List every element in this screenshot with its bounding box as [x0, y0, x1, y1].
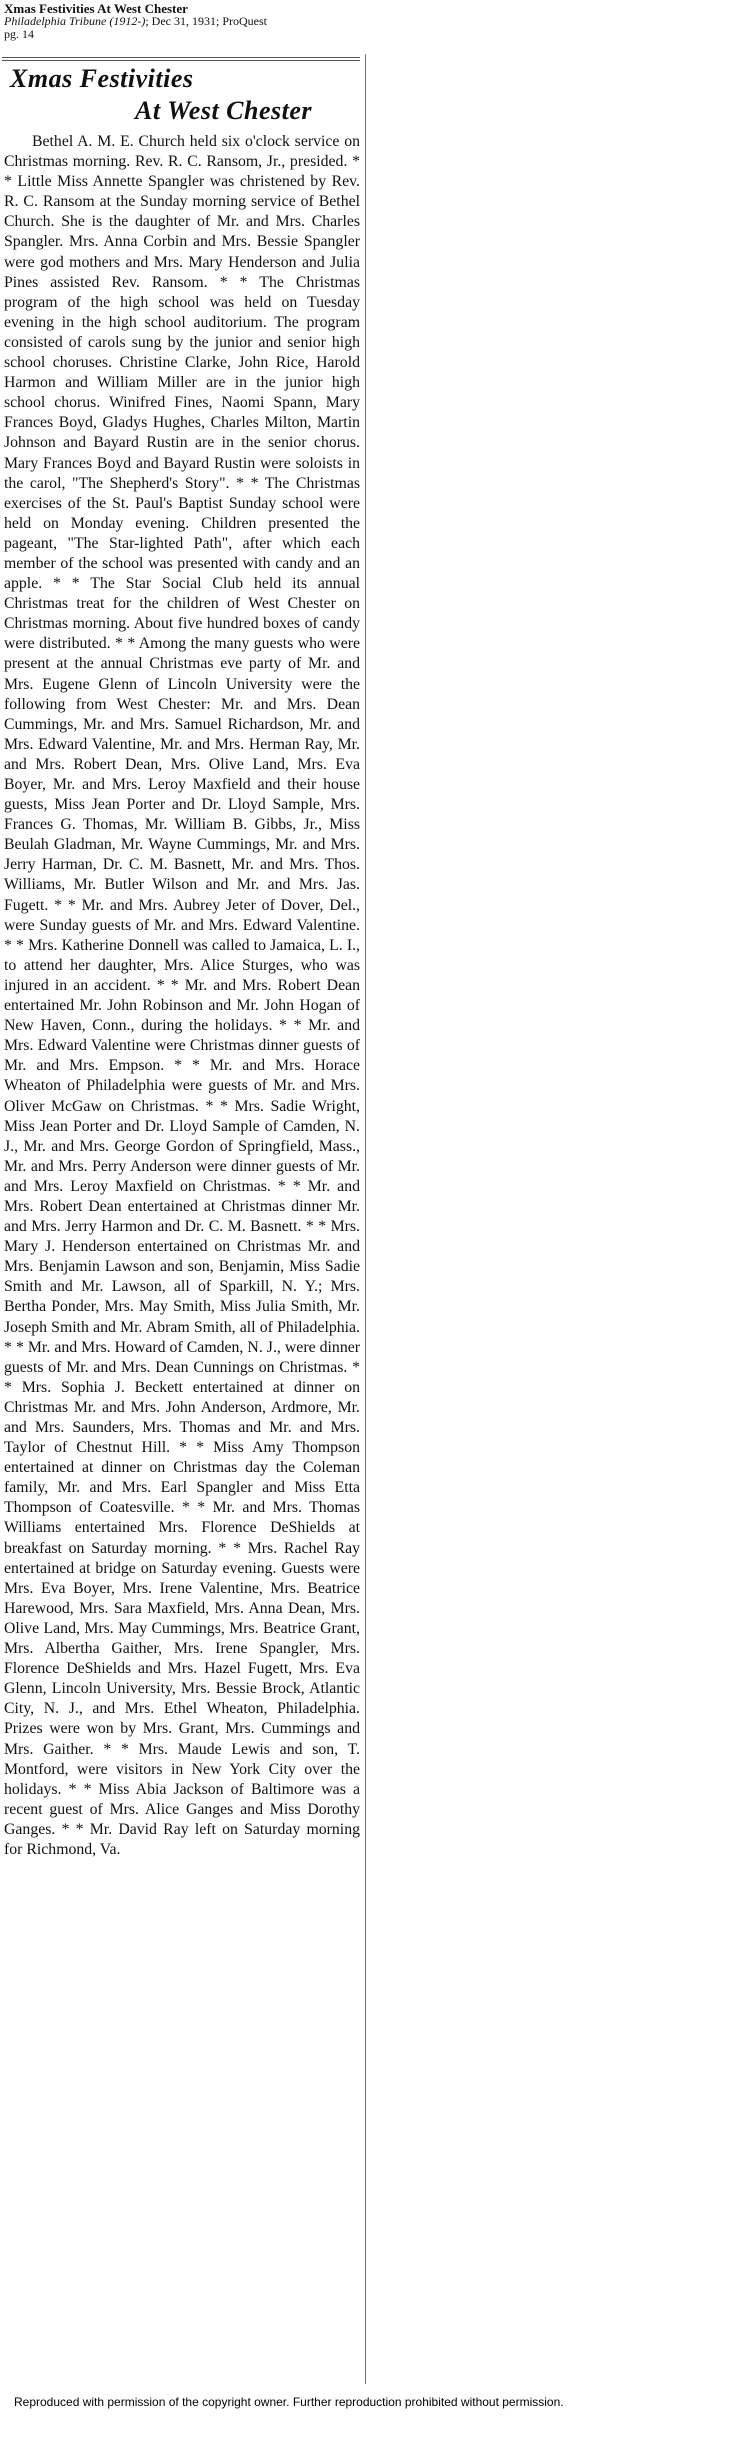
headline-line-2: At West Chester: [135, 96, 313, 125]
citation-details: ; Dec 31, 1931; ProQuest: [145, 14, 267, 28]
top-rule-inner: [2, 60, 360, 61]
citation-source-line: [4, 15, 424, 28]
citation-title: Xmas Festivities At West Chester: [4, 1, 188, 16]
top-rule: [2, 57, 360, 58]
citation-page: pg. 14: [4, 27, 34, 41]
citation-source: Philadelphia Tribune (1912-): [4, 14, 146, 28]
citation-block: [4, 2, 424, 41]
copyright-notice: Reproduced with permission of the copyright owner. Further reproduction prohibited without permission.: [14, 2395, 564, 2409]
headline-line-1: Xmas Festivities: [10, 64, 194, 93]
article-body: Bethel A. M. E. Church held six o'clock service on Christmas morning. Rev. R. C. Ransom, Jr., presided. * * Little Miss Annette Spangler was christened by Rev. R. C. Ransom at the Sunday morning service of Bethel Church. She is the daughter of Mr. and Mrs. Charles Spangler. Mrs. Anna Corbin and Mrs. Bessie Spangler were god mothers and Mrs. Mary Henderson and Julia Pines assisted Rev. Ransom. * * The Christmas program of the high school was held on Tuesday evening in the high school auditorium. The program consisted of carols sung by the junior and senior high school choruses. Christine Clarke, John Rice, Harold Harmon and William Miller are in the junior high school chorus. Winifred Fines, Naomi Spann, Mary Frances Boyd, Gladys Hughes, Charles Milton, Martin Johnson and Bayard Rustin are in the senior chorus. Mary Frances Boyd and Bayard Rustin were soloists in the carol, "The Shepherd's Story". * * The Christmas exercises of the St. Paul's Baptist Sunday school were held on Monday evening. Children presented the pageant, "The Star-lighted Path", after which each member of the school was presented with candy and an apple. * * The Star Social Club held its annual Christmas treat for the children of West Chester on Christmas morning. About five hundred boxes of candy were distributed. * * Among the many guests who were present at the annual Christmas eve party of Mr. and Mrs. Eugene Glenn of Lincoln University were the following from West Chester: Mr. and Mrs. Dean Cummings, Mr. and Mrs. Samuel Richardson, Mr. and Mrs. Edward Valentine, Mr. and Mrs. Herman Ray, Mr. and Mrs. Robert Dean, Mrs. Olive Land, Mrs. Eva Boyer, Mr. and Mrs. Leroy Maxfield and their house guests, Miss Jean Porter and Dr. Lloyd Sample, Mrs. Frances G. Thomas, Mr. William B. Gibbs, Jr., Miss Beulah Gladman, Mr. Wayne Cummings, Mr. and Mrs. Jerry Harman, Dr. C. M. Basnett, Mr. and Mrs. Thos. Williams, Mr. Butler Wilson and Mr. and Mrs. Jas. Fugett. * * Mr. and Mrs. Aubrey Jeter of Dover, Del., were Sunday guests of Mr. and Mrs. Edward Valentine. * * Mrs. Katherine Donnell was called to Jamaica, L. I., to attend her daughter, Mrs. Alice Sturges, who was injured in an accident. * * Mr. and Mrs. Robert Dean entertained Mr. John Robinson and Mr. John Hogan of New Haven, Conn., during the holidays. * * Mr. and Mrs. Edward Valentine were Christmas dinner guests of Mr. and Mrs. Empson. * * Mr. and Mrs. Horace Wheaton of Philadelphia were guests of Mr. and Mrs. Oliver McGaw on Christmas. * * Mrs. Sadie Wright, Miss Jean Porter and Dr. Lloyd Sample of Camden, N. J., Mr. and Mrs. George Gordon of Springfield, Mass., Mr. and Mrs. Perry Anderson were dinner guests of Mr. and Mrs. Leroy Maxfield on Christmas. * * Mr. and Mrs. Robert Dean entertained at Christmas dinner Mr. and Mrs. Jerry Harmon and Dr. C. M. Basnett. * * Mrs. Mary J. Henderson entertained on Christmas Mr. and Mrs. Benjamin Lawson and son, Benjamin, Miss Sadie Smith and Mr. Lawson, all of Sparkill, N. Y.; Mrs. Bertha Ponder, Mrs. May Smith, Miss Julia Smith, Mr. Joseph Smith and Mr. Abram Smith, all of Philadelphia. * * Mr. and Mrs. Howard of Camden, N. J., were dinner guests of Mr. and Mrs. Dean Cunnings on Christmas. * * Mrs. Sophia J. Beckett entertained at dinner on Christmas Mr. and Mrs. John Anderson, Ardmore, Mr. and Mrs. Saunders, Mrs. Thomas and Mr. and Mrs. Taylor of Chestnut Hill. * * Miss Amy Thompson entertained at dinner on Christmas day the Coleman family, Mr. and Mrs. Earl Spangler and Miss Etta Thompson of Coatesville. * * Mr. and Mrs. Thomas Williams entertained Mrs. Florence DeShields at breakfast on Saturday morning. * * Mrs. Rachel Ray entertained at bridge on Saturday evening. Guests were Mrs. Eva Boyer, Mrs. Irene Valentine, Mrs. Beatrice Harewood, Mrs. Sara Maxfield, Mrs. Anna Dean, Mrs. Olive Land, Mrs. May Cummings, Mrs. Beatrice Grant, Mrs. Albertha Gaither, Mrs. Irene Spangler, Mrs. Florence DeShields and Mrs. Hazel Fugett, Mrs. Eva Glenn, Lincoln University, Mrs. Bessie Brock, Atlantic City, N. J., and Mrs. Ethel Wheaton, Philadelphia. Prizes were won by Mrs. Grant, Mrs. Cummings and Mrs. Gaither. * * Mrs. Maude Lewis and son, T. Montford, were visitors in New York City over the holidays. * * Miss Abia Jackson of Baltimore was a recent guest of Mrs. Alice Ganges and Miss Dorothy Ganges. * * Mr. David Ray left on Saturday morning for Richmond, Va.: [4, 133, 360, 1858]
